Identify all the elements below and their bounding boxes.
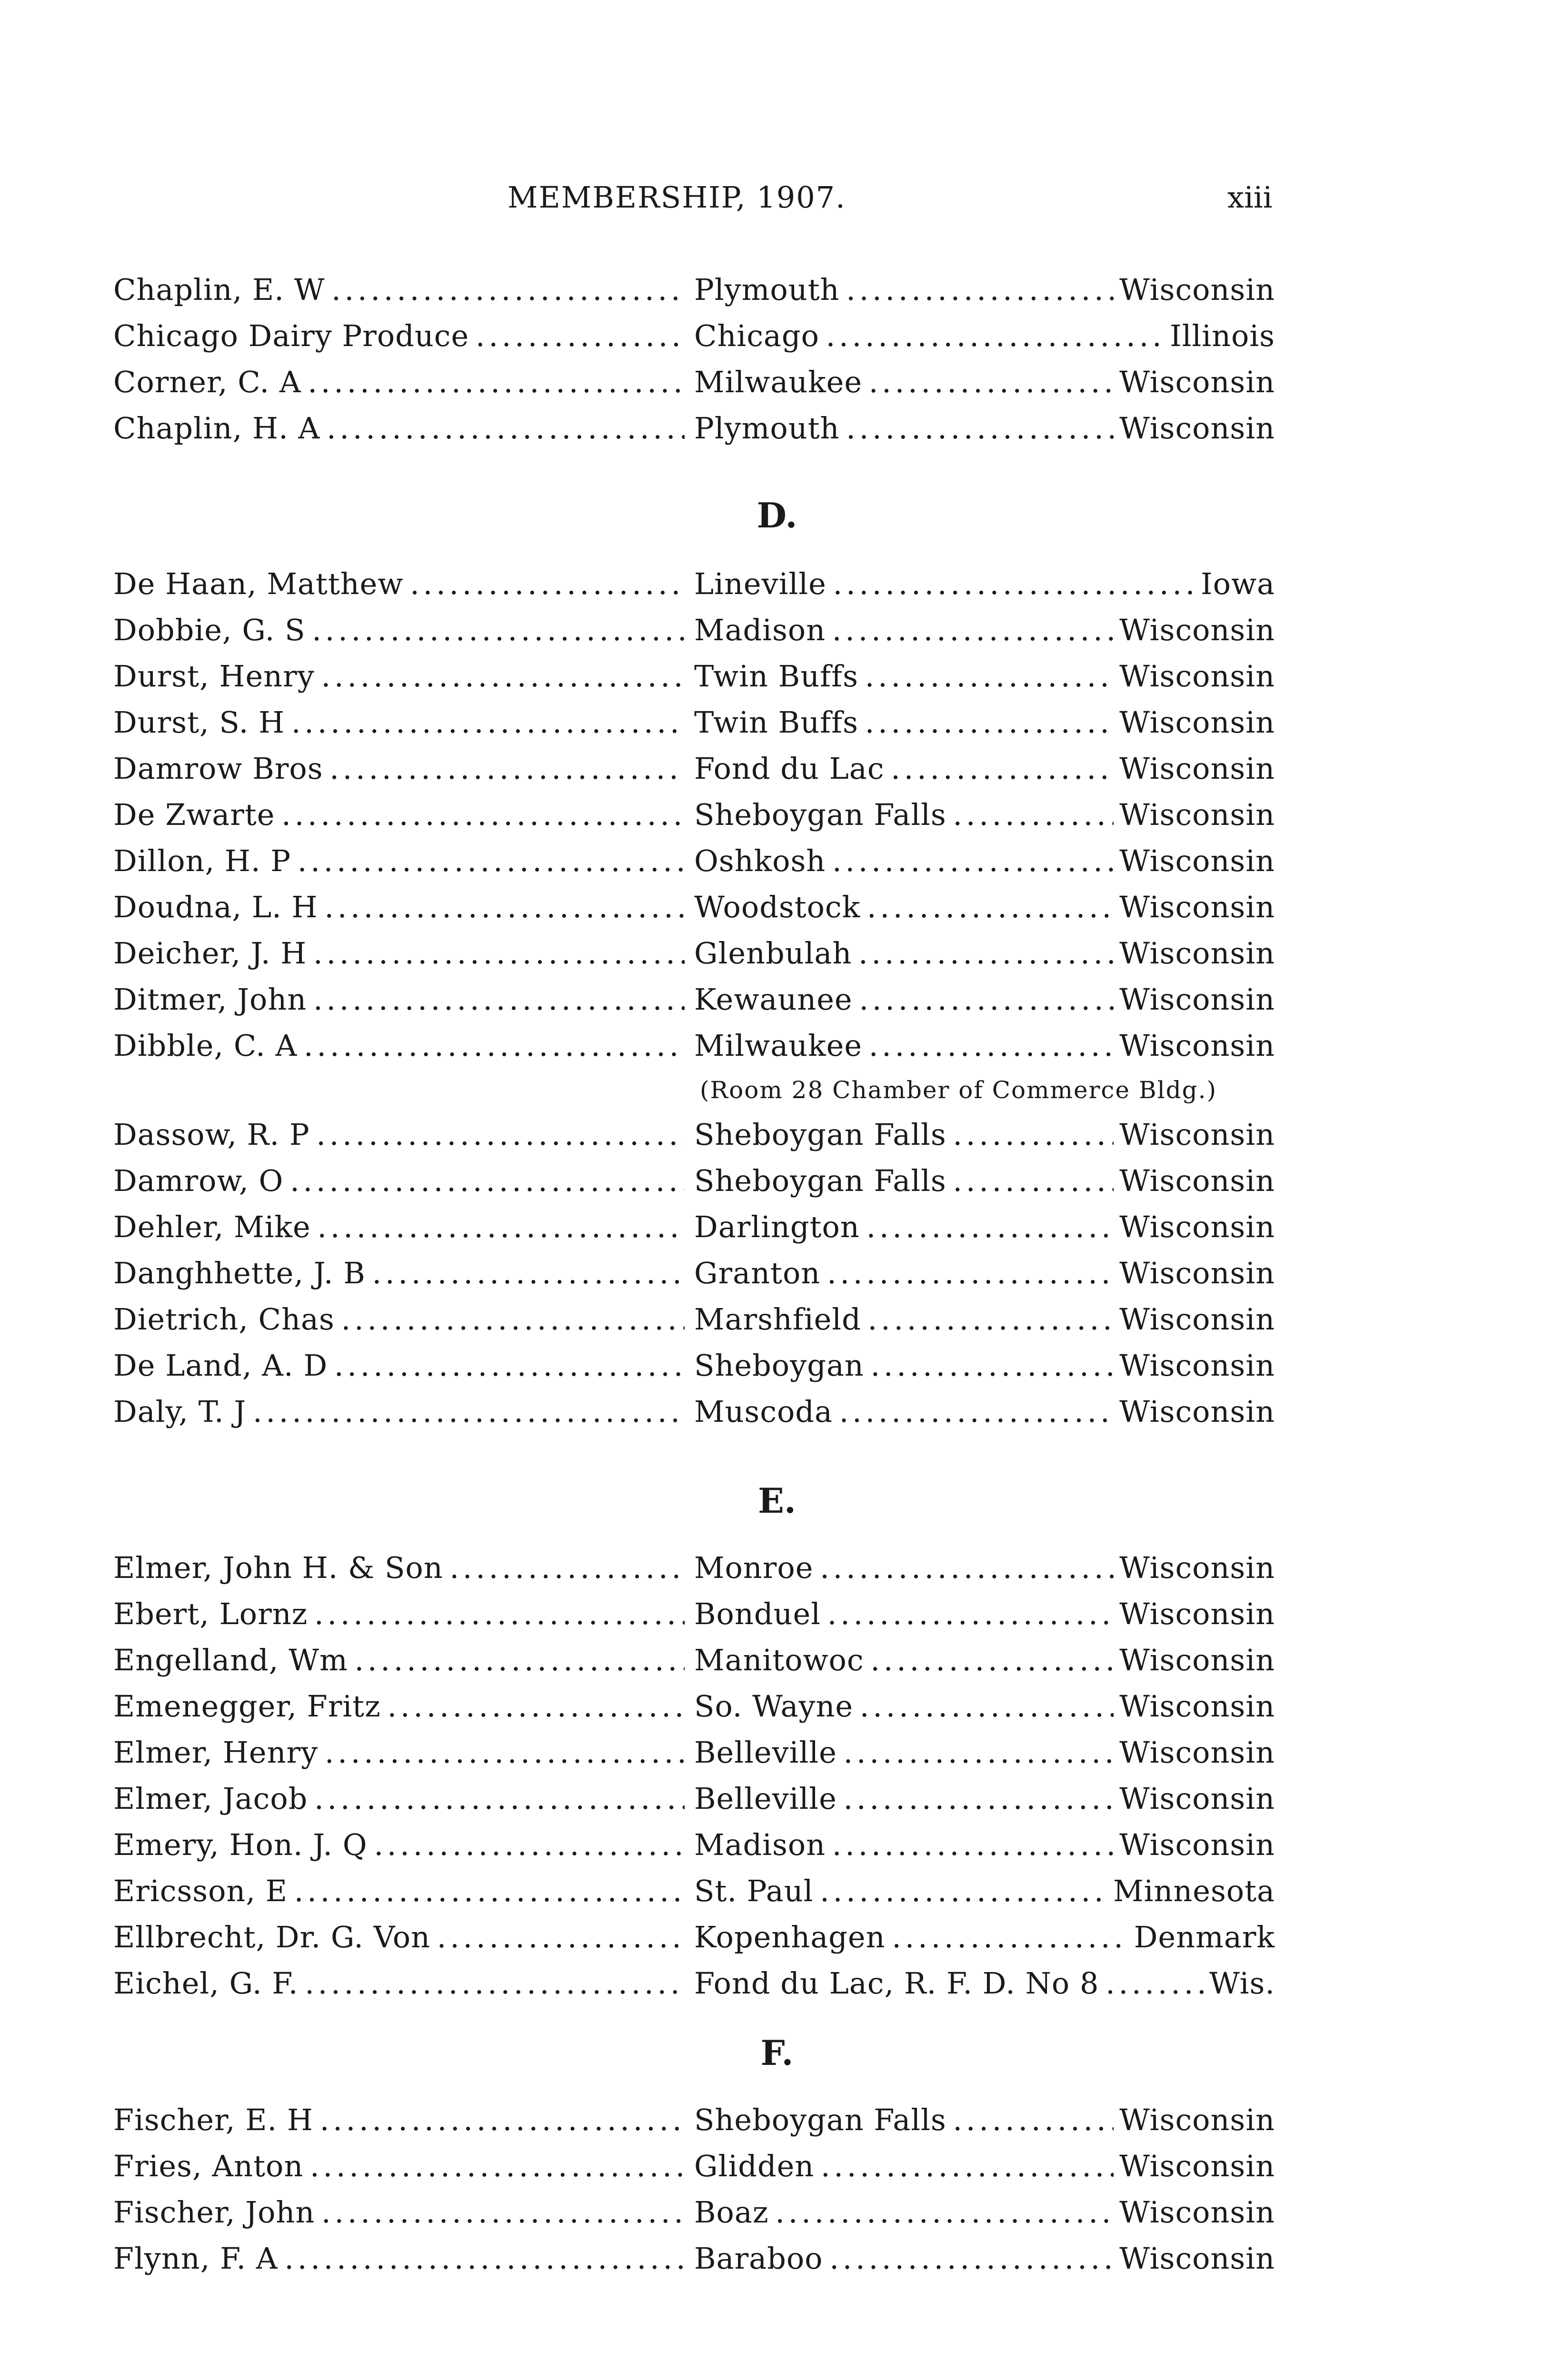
member-name: Engelland, Wm . . . [113,1637,685,1683]
list-item [113,1545,1275,1591]
member-state: Iowa [1195,561,1275,607]
section-f-list [113,2097,1275,2281]
member-name: Deicher, J. H . . . [113,930,685,976]
member-name: Danghhette, J. B . . . [113,1250,685,1296]
member-name: Damrow Bros . . . [113,745,685,792]
member-name: De Zwarte . . . [113,792,685,838]
list-item [113,1204,1275,1250]
list-item [113,359,1275,405]
list-item [113,1342,1275,1388]
list-item [113,792,1275,838]
member-town: Boaz . . . [694,2189,1265,2235]
page-number: xiii [1227,180,1273,215]
member-name: Eichel, G. F. . . . [113,1960,685,2006]
list-item [113,884,1275,930]
member-name: Elmer, John H. & Son . . . [113,1545,685,1591]
member-state: Wisconsin [1114,976,1275,1022]
member-town: Kopenhagen . . . [694,1914,1265,1960]
member-name: Doudna, L. H . . . [113,884,685,930]
member-town: So. Wayne . . . [694,1683,1265,1729]
member-town: Plymouth . . . [694,267,1265,313]
member-state: Wisconsin [1114,607,1275,653]
member-name: Durst, Henry . . . [113,653,685,699]
list-item [113,2189,1275,2235]
list-item [113,1637,1275,1683]
member-name: De Haan, Matthew . . . [113,561,685,607]
section-d-list [113,561,1275,1435]
member-town: Sheboygan Falls . . . [694,792,1265,838]
member-state: Wisconsin [1114,1204,1275,1250]
member-town: Marshfield . . . [694,1296,1265,1342]
member-town: Lineville . . . [694,561,1265,607]
member-town: Darlington . . . [694,1204,1265,1250]
member-town: Twin Buffs . . . [694,699,1265,745]
list-item [113,1591,1275,1637]
member-name: Ericsson, E . . . [113,1868,685,1914]
member-state: Minnesota [1107,1868,1275,1914]
member-town: St. Paul . . . [694,1868,1265,1914]
member-name: Durst, S. H . . . [113,699,685,745]
member-state: Wisconsin [1114,1637,1275,1683]
member-town: Glenbulah . . . [694,930,1265,976]
list-item [113,1822,1275,1868]
member-town: Milwaukee . . . [694,1022,1265,1069]
member-state: Wisconsin [1114,1296,1275,1342]
member-state: Wisconsin [1114,359,1275,405]
member-town: Plymouth . . . [694,405,1265,451]
member-state: Wisconsin [1114,1111,1275,1158]
list-item [113,1775,1275,1822]
member-name: Dietrich, Chas . . . [113,1296,685,1342]
member-state: Wisconsin [1114,792,1275,838]
member-name: Fries, Anton . . . [113,2143,685,2189]
member-name: Fischer, John . . . [113,2189,685,2235]
list-item [113,2235,1275,2281]
member-state: Wisconsin [1114,267,1275,313]
member-state: Wisconsin [1114,1775,1275,1822]
member-town: Sheboygan . . . [694,1342,1265,1388]
list-item [113,2143,1275,2189]
section-heading-e: E. [758,1480,796,1521]
member-town: Sheboygan Falls . . . [694,2097,1265,2143]
member-name: Ellbrecht, Dr. G. Von . . . [113,1914,685,1960]
section-e-list [113,1545,1275,2006]
member-town: Fond du Lac, R. F. D. No 8 . . . [694,1960,1265,2006]
member-state: Wisconsin [1114,653,1275,699]
member-name: De Land, A. D . . . [113,1342,685,1388]
member-name: Elmer, Henry . . . [113,1729,685,1775]
list-item [113,1388,1275,1435]
member-town: Woodstock . . . [694,884,1265,930]
member-state: Wisconsin [1114,405,1275,451]
member-town: Manitowoc . . . [694,1637,1265,1683]
member-state: Wisconsin [1114,1729,1275,1775]
member-state: Wisconsin [1114,1388,1275,1435]
member-name: Elmer, Jacob . . . [113,1775,685,1822]
member-name: Chaplin, H. A . . . [113,405,685,451]
member-state: Wisconsin [1114,2097,1275,2143]
member-state: Wisconsin [1114,2235,1275,2281]
member-town: Chicago . . . [694,313,1265,359]
list-item [113,699,1275,745]
member-town: Kewaunee . . . [694,976,1265,1022]
member-state: Wisconsin [1114,1342,1275,1388]
list-item [113,1683,1275,1729]
list-item [113,838,1275,884]
member-town: Oshkosh . . . [694,838,1265,884]
member-name: Dillon, H. P . . . [113,838,685,884]
member-town: Belleville . . . [694,1729,1265,1775]
member-name: Dibble, C. A . . . [113,1022,685,1069]
list-item [113,1250,1275,1296]
member-town: Sheboygan Falls . . . [694,1158,1265,1204]
list-item [113,1868,1275,1914]
list-item [113,405,1275,451]
member-name: Daly, T. J . . . [113,1388,685,1435]
list-item [113,1296,1275,1342]
member-name: Ebert, Lornz . . . [113,1591,685,1637]
member-name: Emenegger, Fritz . . . [113,1683,685,1729]
list-item [113,607,1275,653]
address-note: (Room 28 Chamber of Commerce Bldg.) [700,1076,1217,1104]
member-town: Sheboygan Falls . . . [694,1111,1265,1158]
list-item [113,1729,1275,1775]
member-name: Corner, C. A . . . [113,359,685,405]
section-c-list [113,267,1275,451]
member-town: Monroe . . . [694,1545,1265,1591]
list-item [113,2097,1275,2143]
member-state: Illinois [1164,313,1275,359]
member-name: Fischer, E. H . . . [113,2097,685,2143]
section-heading-f: F. [760,2033,794,2073]
member-state: Wisconsin [1114,930,1275,976]
member-name: Emery, Hon. J. Q . . . [113,1822,685,1868]
member-state: Wisconsin [1114,1158,1275,1204]
list-item [113,1022,1275,1069]
list-item [113,1914,1275,1960]
member-town: Fond du Lac . . . [694,745,1265,792]
member-name: Dehler, Mike . . . [113,1204,685,1250]
member-town: Milwaukee . . . [694,359,1265,405]
member-state: Wis. [1204,1960,1275,2006]
list-item [113,267,1275,313]
list-item [113,1960,1275,2006]
member-state: Wisconsin [1114,1545,1275,1591]
member-name: Damrow, O . . . [113,1158,685,1204]
member-town: Madison . . . [694,607,1265,653]
list-item [113,976,1275,1022]
member-state: Denmark [1128,1914,1275,1960]
member-town: Belleville . . . [694,1775,1265,1822]
member-state: Wisconsin [1114,838,1275,884]
member-state: Wisconsin [1114,1683,1275,1729]
list-item [113,313,1275,359]
member-name: Dassow, R. P . . . [113,1111,685,1158]
member-town: Twin Buffs . . . [694,653,1265,699]
member-name: Ditmer, John . . . [113,976,685,1022]
member-name: Flynn, F. A . . . [113,2235,685,2281]
member-town: Granton . . . [694,1250,1265,1296]
member-town: Madison . . . [694,1822,1265,1868]
member-state: Wisconsin [1114,2189,1275,2235]
member-town: Baraboo . . . [694,2235,1265,2281]
member-name: Chaplin, E. W . . . [113,267,685,313]
member-state: Wisconsin [1114,1591,1275,1637]
list-item [113,745,1275,792]
member-town: Muscoda . . . [694,1388,1265,1435]
list-item [113,1158,1275,1204]
member-state: Wisconsin [1114,745,1275,792]
member-state: Wisconsin [1114,699,1275,745]
member-state: Wisconsin [1114,1250,1275,1296]
section-heading-d: D. [757,495,797,536]
list-item [113,930,1275,976]
list-item [113,1111,1275,1158]
running-title: MEMBERSHIP, 1907. [508,180,846,215]
member-name: Dobbie, G. S . . . [113,607,685,653]
member-town: Bonduel . . . [694,1591,1265,1637]
list-item [113,561,1275,607]
member-state: Wisconsin [1114,2143,1275,2189]
member-town: Glidden . . . [694,2143,1265,2189]
list-item [113,653,1275,699]
member-state: Wisconsin [1114,1022,1275,1069]
member-name: Chicago Dairy Produce . . . [113,313,685,359]
member-state: Wisconsin [1114,884,1275,930]
member-state: Wisconsin [1114,1822,1275,1868]
